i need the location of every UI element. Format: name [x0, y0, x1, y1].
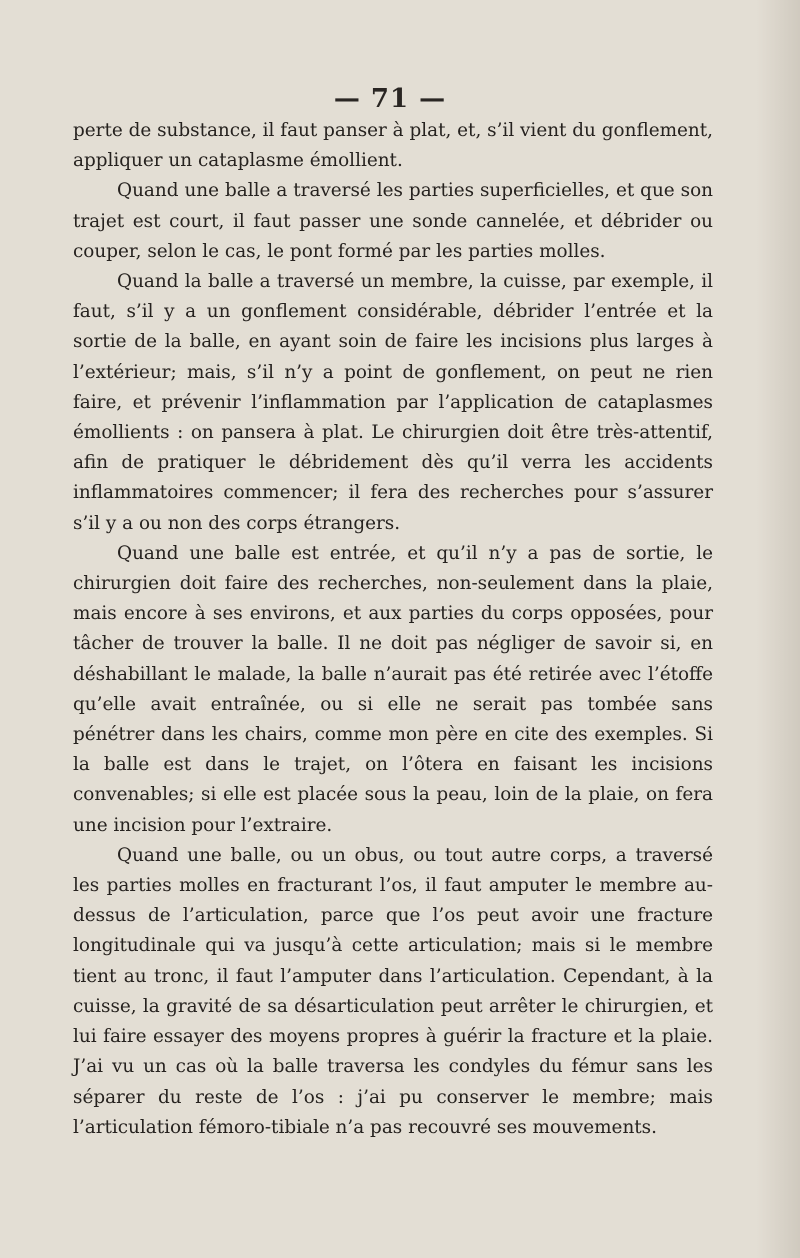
paragraph-continuation: perte de substance, il faut panser à plat, et, s’il vient du gonflement, appliquer un cataplasme émollient.: [73, 120, 713, 172]
page-text: [73, 116, 713, 1143]
paragraph-limb-traversal: Quand la balle a traversé un membre, la cuisse, par exemple, il faut, s’il y a un gonflement considérable, débrider l’entrée et la sortie de la balle, en ayant soin de faire les incisions plus larges à l’extérieur; mais, s’il n’y a point de gonflement, on peut ne rien faire, et prévenir l’inflammation par l’application de cataplasmes émollients : on pansera à plat. Le chirurgien doit être très-attentif, afin de pratiquer le débridement dès qu’il verra les accidents inflammatoires commencer; il fera des recherches pour s’assurer s’il y a ou non des corps étrangers.: [73, 271, 713, 534]
paragraph-superficial-wound: Quand une balle a traversé les parties superficielles, et que son trajet est court, il faut passer une sonde cannelée, et débrider ou couper, selon le cas, le pont formé par les parties molles.: [73, 180, 713, 262]
paragraph-ball-no-exit: Quand une balle est entrée, et qu’il n’y a pas de sortie, le chirurgien doit faire des recherches, non-seulement dans la plaie, mais encore à ses environs, et aux parties du corps opposées, pour tâcher de trouver la balle. Il ne doit pas négliger de savoir si, en déshabillant le malade, la balle n’aurait pas été retirée avec l’étoffe qu’elle avait entraînée, ou si elle ne serait pas tombée sans pénétrer dans les chairs, comme mon père en cite des exemples. Si la balle est dans le trajet, on l’ôtera en faisant les incisions convenables; si elle est placée sous la peau, loin de la plaie, on fera une incision pour l’extraire.: [73, 542, 713, 836]
paragraph-bone-fracture: Quand une balle, ou un obus, ou tout autre corps, a traversé les parties molles en fracturant l’os, il faut amputer le membre au-dessus de l’articulation, parce que l’os peut avoir une fracture longitudinale qui va jusqu’à cette articulation; mais si le membre tient au tronc, il faut l’amputer dans l’articulation. Cependant, à la cuisse, la gravité de sa désarticulation peut arrêter le chirurgien, et lui faire essayer des moyens propres à guérir la fracture et la plaie. J’ai vu un cas où la balle traversa les condyles du fémur sans les séparer du reste de l’os : j’ai pu conserver le membre; mais l’articulation fémoro-tibiale n’a pas recouvré ses mouvements.: [73, 844, 713, 1138]
page-number: — 71 —: [333, 84, 447, 114]
